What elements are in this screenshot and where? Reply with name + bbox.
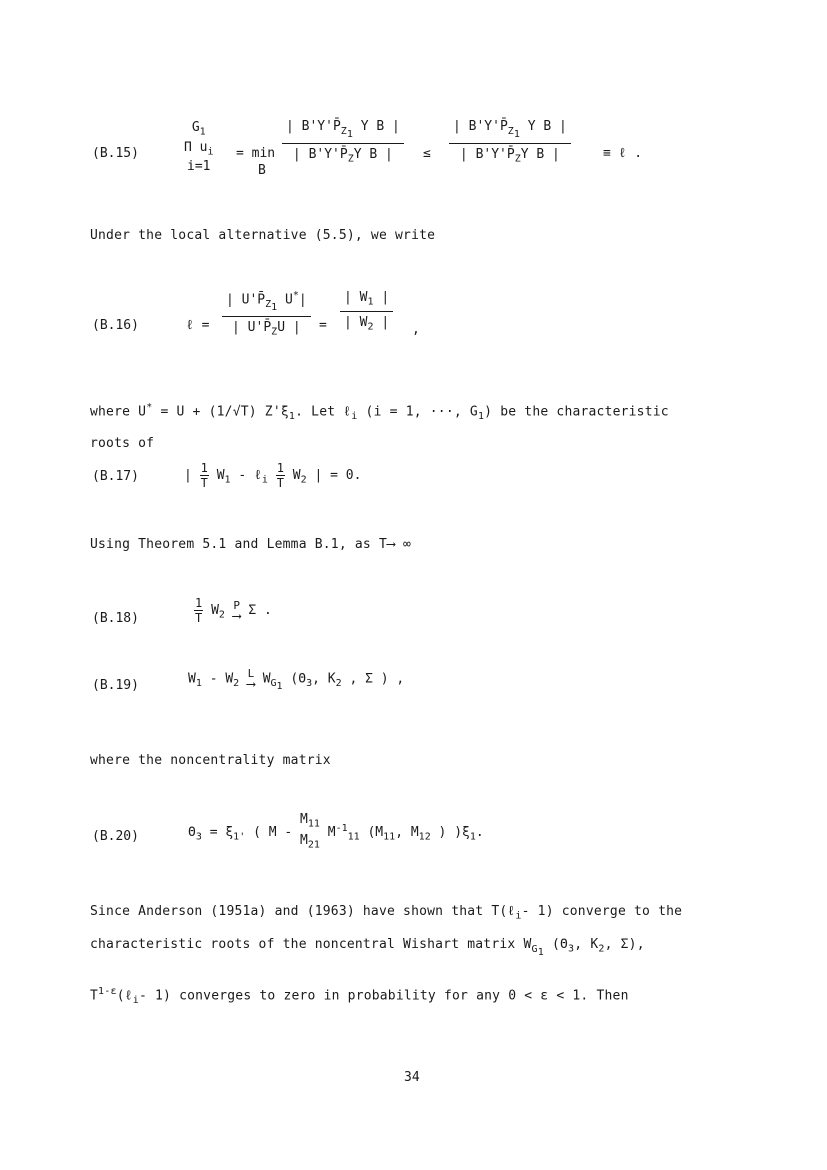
fraction-1: $\frac{| B'Y'P̄_{Z_1} Y B |}{| B'Y'P̄_ZY B |}$ [282,119,404,164]
equation-body: $W_1 - W_2$ L ⟶ $W_{G_1}$ ($\Theta_3$, $K_2$ , Σ ) , [188,667,405,693]
fraction-2: $\frac{| B'Y'P̄_{Z_1} Y B |}{| B'Y'P̄_ZY B |}$ [449,119,571,164]
equation-body: | $\frac{1}{T}$ $W_1$ - ℓ$_i$ $\frac{1}{T}$ $W_2$ | = 0. [184,461,362,490]
equation-body: $\frac{1}{T}$ $W_2$ P ⟶ Σ . [195,596,272,625]
equation-label: (B.17) [92,469,139,484]
comma: , [412,322,420,337]
paragraph-under: Under the local alternative (5.5), we write [90,228,436,243]
equals: = [319,318,327,333]
min-subscript: B [258,163,266,178]
equation-label: (B.16) [92,318,139,333]
equation-label: (B.15) [92,146,139,161]
paragraph-converges: $T^{1-\varepsilon}(\ell_i-$ 1) converges to zero in probability for any 0 < ε < 1. Then [90,986,629,1006]
result: ≡ ℓ . [603,146,643,161]
paragraph-where-2: where the noncentrality matrix [90,753,331,768]
paragraph-where-1: where U* = U + (1/√T) $Z'\xi_1$. Let ℓ$_i$ (i = 1, ···, $G_1$) be the characteristic [90,402,669,422]
paragraph-since: Since Anderson (1951a) and (1963) have shown that T(ℓ$_i$- 1) converge to the [90,904,683,922]
page-number: 34 [404,1070,420,1085]
fraction-2: $\frac{| W_1 |}{| W_2 |}$ [340,290,393,332]
paragraph-characteristic: characteristic roots of the noncentral Wishart matrix $W_{G_1}$ ($\Theta_3$, $K_2$, Σ), [90,937,645,958]
equation-label: (B.20) [92,829,139,844]
paragraph-roots: roots of [90,436,155,451]
fraction-1: $\frac{| U'P̄_{Z_1} U^*|}{| U'P̄_ZU |}$ [222,290,311,338]
equation-label: (B.19) [92,678,139,693]
paragraph-using: Using Theorem 5.1 and Lemma B.1, as T⟶ ∞ [90,537,412,552]
equation-body: $\Theta_3 = \xi_{1'}$ ( M - $M_{11}$ $M_{21}$ $M^{-1}_{11}$ ($M_{11}$, $M_{12}$ ) )$\xi_1$. [188,812,484,851]
lhs: ℓ = [186,318,210,333]
equation-label: (B.18) [92,611,139,626]
leq-sign: ≤ [423,146,431,161]
min-operator: = min [236,146,276,161]
product-operator: $G_1$ Π $u_i$ i=1 [184,120,214,175]
